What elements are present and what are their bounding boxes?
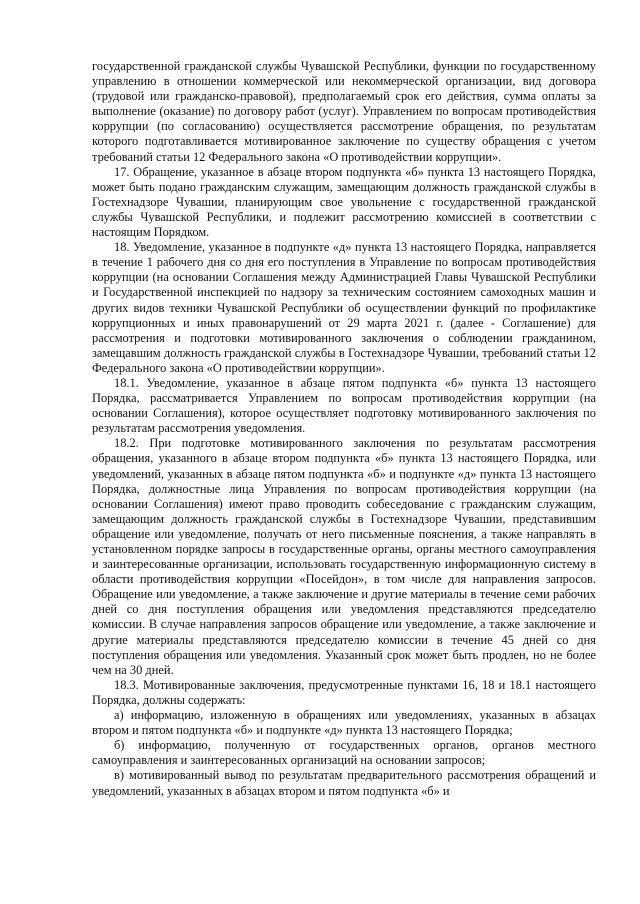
document-body	[92, 59, 596, 799]
list-item-v: в) мотивированный вывод по результатам предварительного рассмотрения обращений и уведомлений, указанных в абзацах втором и пятом подпункта «б» и	[92, 768, 596, 798]
paragraph-18-3: 18.3. Мотивированные заключения, предусмотренные пунктами 16, 18 и 18.1 настоящего Порядка, должны содержать:	[92, 677, 596, 707]
paragraph-18: 18. Уведомление, указанное в подпункте «д» пункта 13 настоящего Порядка, направляется в течение 1 рабочего дня со дня его поступления в Управление по вопросам противодействия коррупции (на основании Соглашения между Администрацией Главы Чувашской Республики и Государственной инспекцией по надзору за техническим состоянием самоходных машин и других видов техники Чувашской Республики об осуществлении функций по профилактике коррупционных и иных правонарушений от 29 марта 2021 г. (далее - Соглашение) для рассмотрения и подготовки мотивированного заключения о соблюдении гражданином, замещавшим должность гражданской службы в Гостехнадзоре Чувашии, требований статьи 12 Федерального закона «О противодействии коррупции».	[92, 240, 596, 375]
paragraph-continuation: государственной гражданской службы Чувашской Республики, функции по государственному управлению в отношении коммерческой или некоммерческой организации, вид договора (трудовой или гражданско-правовой), предполагаемый срок его действия, сумма оплаты за выполнение (оказание) по договору работ (услуг). Управлением по вопросам противодействия коррупции (по согласованию) осуществляется рассмотрение обращения, по результатам которого подготавливается мотивированное заключение по существу обращения с учетом требований статьи 12 Федерального закона «О противодействии коррупции».	[92, 59, 596, 164]
list-item-b: б) информацию, полученную от государственных органов, органов местного самоуправления и заинтересованных организаций на основании запросов;	[92, 738, 596, 768]
list-item-a: а) информацию, изложенную в обращениях или уведомлениях, указанных в абзацах втором и пятом подпункта «б» и подпункте «д» пункта 13 настоящего Порядка;	[92, 708, 596, 738]
paragraph-17: 17. Обращение, указанное в абзаце втором подпункта «б» пункта 13 настоящего Порядка, может быть подано гражданским служащим, замещающим должность гражданской службы в Гостехнадзоре Чувашии, планирующим свое увольнение с государственной гражданской службы Чувашской Республики, и подлежит рассмотрению комиссией в соответствии с настоящим Порядком.	[92, 164, 596, 240]
paragraph-18-2: 18.2. При подготовке мотивированного заключения по результатам рассмотрения обращения, указанного в абзаце втором подпункта «б» пункта 13 настоящего Порядка, или уведомлений, указанных в абзаце пятом подпункта «б» и подпункте «д» пункта 13 настоящего Порядка, должностные лица Управления по вопросам противодействия коррупции (на основании Соглашения) имеют право проводить собеседование с гражданским служащим, замещающим должность гражданской службы в Гостехнадзоре Чувашии, представившим обращение или уведомление, получать от него письменные пояснения, а также направлять в установленном порядке запросы в государственные органы, органы местного самоуправления и заинтересованные организации, использовать государственную информационную систему в области противодействия коррупции «Посейдон», в том числе для направления запросов. Обращение или уведомление, а также заключение и другие материалы в течение семи рабочих дней со дня поступления обращения или уведомления представляются председателю комиссии. В случае направления запросов обращение или уведомление, а также заключение и другие материалы представляются председателю комиссии в течение 45 дней со дня поступления обращения или уведомления. Указанный срок может быть продлен, но не более чем на 30 дней.	[92, 436, 596, 677]
paragraph-18-1: 18.1. Уведомление, указанное в абзаце пятом подпункта «б» пункта 13 настоящего Порядка, рассматривается Управлением по вопросам противодействия коррупции (на основании Соглашения), которое осуществляет подготовку мотивированного заключения по результатам рассмотрения уведомления.	[92, 375, 596, 436]
